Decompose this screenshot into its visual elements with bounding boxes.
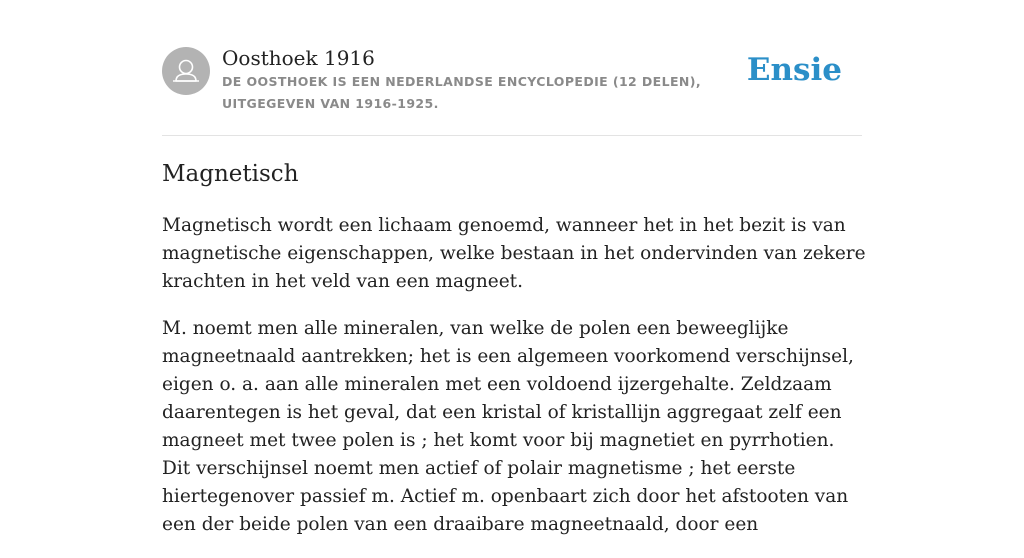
article-paragraph: Magnetisch wordt een lichaam genoemd, wanneer het in het bezit is van magnetische eigenschappen, welke bestaan in het ondervinden van zekere krachten in het veld van een magneet. (162, 215, 866, 292)
brand-logo[interactable]: Ensie (746, 52, 842, 88)
source-name[interactable]: Oosthoek 1916 (222, 46, 375, 70)
article-body (162, 212, 868, 558)
user-icon[interactable] (162, 47, 210, 95)
source-header (162, 40, 862, 136)
source-description: DE OOSTHOEK IS EEN NEDERLANDSE ENCYCLOPEDIE (12 DELEN), UITGEGEVEN VAN 1916-1925. (222, 74, 702, 111)
page-title: Magnetisch (162, 161, 299, 187)
article-paragraph: M. noemt men alle mineralen, van welke de polen een beweeglijke magneetnaald aantrekken; het is een algemeen voorkomend verschijnsel, eigen o. a. aan alle mineralen met een voldoend ijzergehalte. Zeldzaam daarentegen is het geval, dat een kristal of kristallijn aggregaat zelf een magneet met twee polen is ; het komt voor bij magnetiet en pyrrhotien. Dit verschijnsel noemt men actief of polair magnetisme ; het eerste hiertegenover passief m. Actief m. openbaart zich door het afstooten van een der beide polen van een draaibare magneetnaald, door een (162, 318, 854, 535)
